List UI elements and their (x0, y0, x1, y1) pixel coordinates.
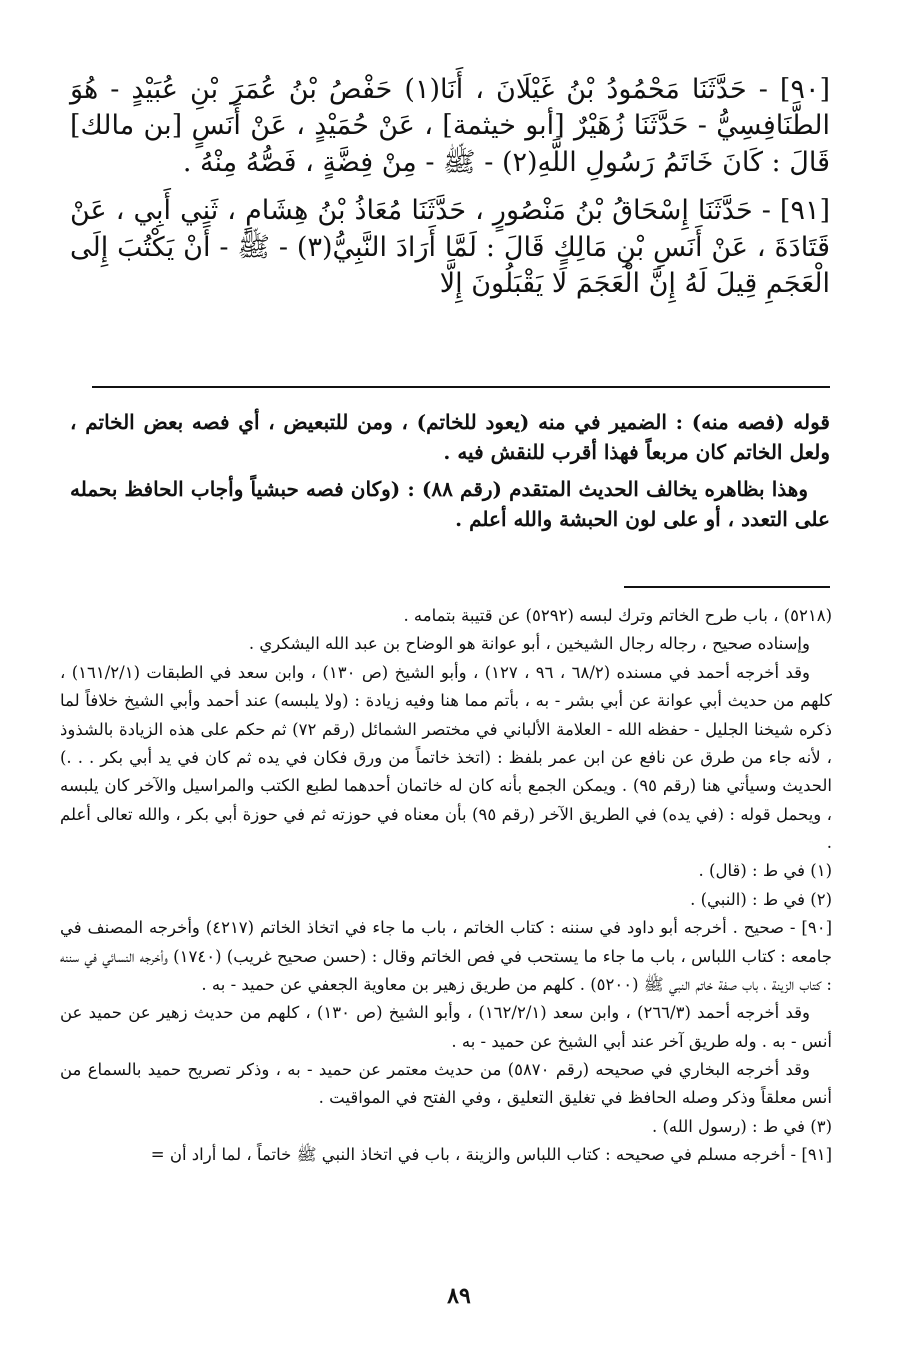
footnote-line: (٢) في ط : (النبي) . (690, 889, 832, 909)
commentary-paragraph: وهذا بظاهره يخالف الحديث المتقدم (رقم ٨٨) : (وكان فصه حبشياً وأجاب الحافظ بحمله على التعدد ، أو على لون الحبشة والله أعلم . (70, 477, 830, 531)
footnote-line: وقد أخرجه أحمد في مسنده (٦٨/٢ ، ٩٦ ، ١٢٧) ، وأبو الشيخ (ص ١٣٠) ، وابن سعد في الطبقات (١٦١/٢/١) ، كلهم من حديث أبي عوانة عن أبي بشر - به ، بأتم مما هنا وفيه زيادة : (ولا يلبسه) عند أحمد وأبي الشيخ خلافاً لما ذكره شيخنا الجليل - حفظه الله - العلامة الألباني في مختصر الشمائل (رقم ٧٢) ثم حكم على هذه الزيادة بالشذوذ ، لأنه جاء من طرق عن نافع عن ابن عمر بلفظ : (اتخذ خاتماً من ورق فكان في يده ثم كان في يد أبي بكر . . .) الحديث وسيأتي هنا (رقم ٩٥) . ويمكن الجمع بأنه كان له خاتمان أحدهما لطبع الكتب والمراسيل والآخر كان يلبسه ، ويحمل قوله : (في يده) في الطريق الآخر (رقم ٩٥) بأن معناه في حوزته ثم في حوزة أبي بكر ، والله تعالى أعلم . (60, 662, 833, 852)
footnote-separator (624, 586, 830, 588)
hadith-90: [٩٠] - حَدَّثَنَا مَحْمُودُ بْنُ غَيْلَانَ ، أَنَا(١) حَفْصُ بْنُ عُمَرَ بْنِ عُبَيْدٍ - هُوَ الطَّنَافِسِيُّ - حَدَّثَنَا زُهَيْرٌ [أبو خيثمة] ، عَنْ حُمَيْدٍ ، عَنْ أَنَسٍ [بن مالك] قَالَ : كَانَ خَاتَمُ رَسُولِ اللَّهِ(٢) - ﷺ - مِنْ فِضَّةٍ ، فَصُّهُ مِنْهُ . (70, 74, 830, 178)
footnote-line: [٩٠] - صحيح . أخرجه أبو داود في سننه : كتاب الخاتم ، باب ما جاء في اتخاذ الخاتم (٤٢١٧) وأخرجه المصنف في جامعه : كتاب اللباس ، باب ما جاء ما يستحب في فص الخاتم وقال : (حسن صحيح غريب) (١٧٤٠) وأخرجه النسائي في سننه : كتاب الزينة ، باب صفة خاتم النبي ﷺ (٥٢٠٠) . كلهم من طريق زهير بن معاوية الجعفي عن حميد - به . (60, 918, 832, 994)
footnote-line: (٥٢١٨) ، باب طرح الخاتم وترك لبسه (٥٢٩٢) عن قتيبة بتمامه . (403, 606, 832, 625)
commentary-paragraph: قوله (فصه منه) : الضمير في منه (يعود للخاتم) ، ومن للتبعيض ، أي فصه بعض الخاتم ، ولعل الخاتم كان مربعاً فهذا أقرب للنقش فيه . (70, 410, 830, 464)
footnote-line: [٩١] - أخرجه مسلم في صحيحه : كتاب اللباس والزينة ، باب في اتخاذ النبي ﷺ خاتماً ، لما أراد أن = (150, 1145, 832, 1165)
footnote-line: وإسناده صحيح ، رجاله رجال الشيخين ، أبو عوانة هو الوضاح بن عبد الله اليشكري . (248, 634, 810, 654)
footnote-line: وقد أخرجه البخاري في صحيحه (رقم ٥٨٧٠) من حديث معتمر عن حميد - به ، وذكر تصريح حميد بالسماع من أنس معلقاً وذكر وصله الحافظ في تغليق التعليق ، وفي الفتح في المواقيت . (60, 1060, 832, 1108)
hadith-text (70, 72, 830, 315)
page-number: ٨٩ (447, 1283, 471, 1309)
commentary-block (70, 408, 830, 542)
footnote-line: (٣) في ط : (رسول الله) . (651, 1116, 832, 1136)
footnote-line: وقد أخرجه أحمد (٢٦٦/٣) ، وابن سعد (١٦٢/٢/١) ، وأبو الشيخ (ص ١٣٠) ، كلهم من حديث زهير عن حميد عن أنس - به . وله طريق آخر عند أبي الشيخ عن حميد - به . (60, 1003, 832, 1051)
footnotes-block (60, 602, 832, 1170)
hadith-91: [٩١] - حَدَّثَنَا إِسْحَاقُ بْنُ مَنْصُورٍ ، حَدَّثَنَا مُعَاذُ بْنُ هِشَامٍ ، ثَنِي أَبِي ، عَنْ قَتَادَةَ ، عَنْ أَنَسِ بْنِ مَالِكٍ قَالَ : لَمَّا أَرَادَ النَّبِيُّ(٣) - ﷺ - أَنْ يَكْتُبَ إِلَى الْعَجَمِ قِيلَ لَهُ إِنَّ الْعَجَمَ لَا يَقْبَلُونَ إِلَّا (70, 195, 830, 300)
separator-rule (92, 386, 830, 388)
footnote-line: (١) في ط : (قال) . (698, 861, 832, 881)
